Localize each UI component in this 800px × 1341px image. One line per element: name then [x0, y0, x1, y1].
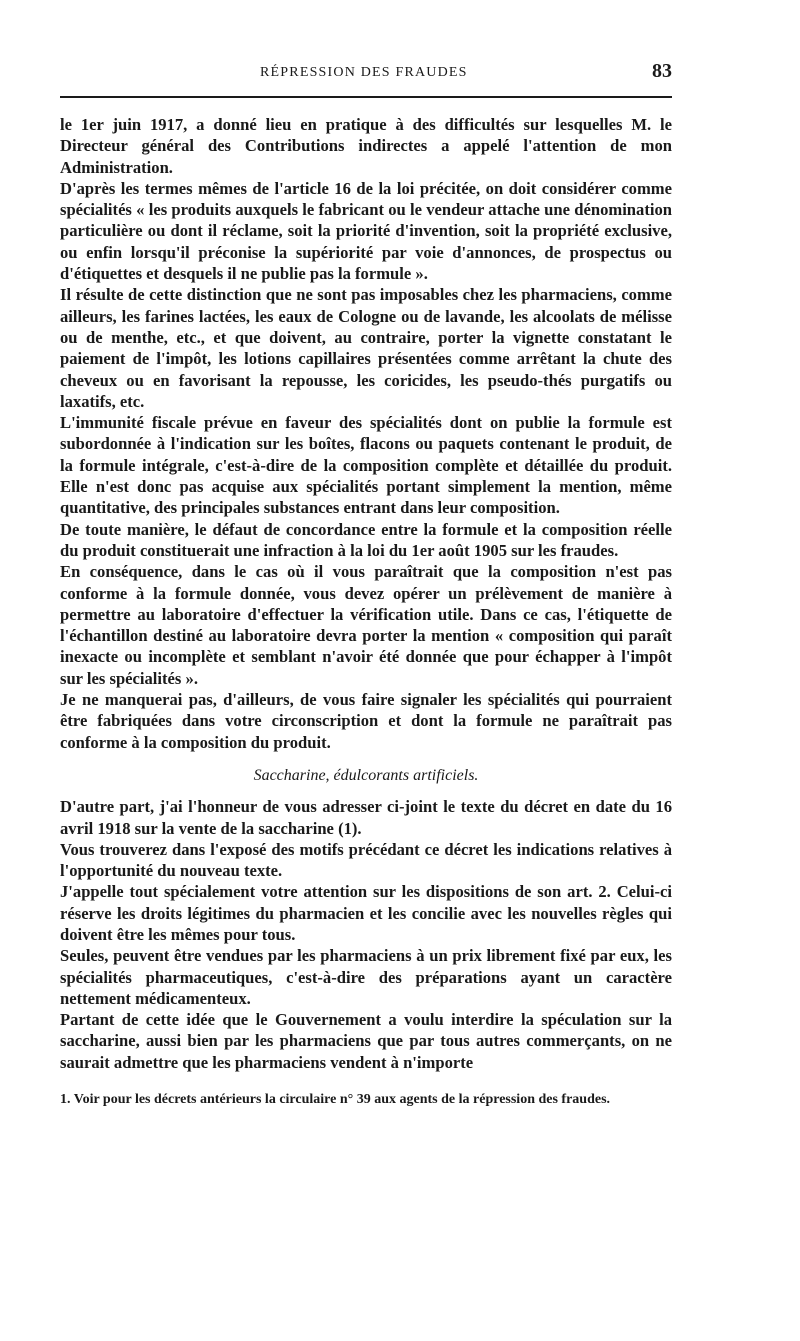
- paragraph: L'immunité fiscale prévue en faveur des spécialités dont on publie la formule est subordonnée à l'indication sur les boîtes, flacons ou paquets contenant le produit, de la formule intégrale, c'est-à-dire de la composition complète et détaillée du produit. Elle n'est donc pas acquise aux spécialités portant simplement la mention, même quantitative, des principales substances entrant dans leur composition.: [60, 413, 672, 518]
- paragraph: En conséquence, dans le cas où il vous paraîtrait que la composition n'est pas conforme à la formule donnée, vous devez opérer un prélèvement de manière à permettre au laboratoire d'effectuer la vérification utile. Dans ce cas, l'étiquette de l'échantillon destiné au laboratoire devra porter la mention « composition qui paraît inexacte ou incomplète et semblant n'avoir été donnée que pour échapper à l'impôt sur les spécialités ».: [60, 562, 672, 688]
- section-heading: Saccharine, édulcorants artificiels.: [253, 766, 479, 784]
- paragraph: De toute manière, le défaut de concordance entre la formule et la composition réelle du produit constituerait une infraction à la loi du 1er août 1905 sur les fraudes.: [60, 519, 672, 560]
- paragraph: Il résulte de cette distinction que ne sont pas imposables chez les pharmaciens, comme ailleurs, les farines lactées, les eaux de Cologne ou de lavande, les alcoolats de mélisse ou de menthe, etc., et que doivent, au contraire, porter la vignette constatant le paiement de l'impôt, les lotions capillaires présentées comme arrêtant la chute des cheveux ou en favorisant la repousse, les coricides, les pseudo-thés purgatifs ou laxatifs, etc.: [60, 285, 672, 411]
- paragraph: Je ne manquerai pas, d'ailleurs, de vous faire signaler les spécialités qui pourraient être fabriquées dans votre circonscription et dont la formule ne paraîtrait pas conforme à la composition du produit.: [60, 690, 672, 752]
- paragraph: le 1er juin 1917, a donné lieu en pratique à des difficultés sur lesquelles M. le Directeur général des Contributions indirectes a appelé l'attention de mon Administration.: [60, 115, 672, 177]
- paragraph: D'autre part, j'ai l'honneur de vous adresser ci-joint le texte du décret en date du 16 avril 1918 sur la vente de la saccharine (1).: [60, 797, 672, 838]
- paragraph: D'après les termes mêmes de l'article 16 de la loi précitée, on doit considérer comme spécialités « les produits auxquels le fabricant ou le vendeur attache une dénomination particulière ou dont il réclame, soit la priorité d'invention, soit la propriété exclusive, ou enfin lorsqu'il préconise la supériorité par voie d'annonces, de prospectus ou d'étiquettes et desquels il ne publie pas la formule ».: [60, 178, 672, 284]
- body-text: [60, 114, 672, 1073]
- paragraph: J'appelle tout spécialement votre attention sur les dispositions de son art. 2. Celui-ci réserve les droits légitimes du pharmacien et les concilie avec les nouvelles règles qui doivent être les mêmes pour tous.: [60, 882, 672, 944]
- paragraph: Vous trouverez dans l'exposé des motifs précédant ce décret les indications relatives à l'opportunité du nouveau texte.: [60, 839, 672, 881]
- footnote: 1. Voir pour les décrets antérieurs la circulaire n° 39 aux agents de la répression des fraudes.: [60, 1092, 611, 1108]
- paragraph: Seules, peuvent être vendues par les pharmaciens à un prix librement fixé par eux, les spécialités pharmaceutiques, c'est-à-dire des préparations ayant un caractère nettement médicamenteux.: [60, 946, 672, 1008]
- running-title: RÉPRESSION DES FRAUDES: [260, 65, 468, 80]
- page-header: [60, 60, 672, 88]
- document-page: [60, 60, 672, 1109]
- paragraph: Partant de cette idée que le Gouvernement a voulu interdire la spéculation sur la saccharine, aussi bien par les pharmaciens que par tous autres commerçants, on ne saurait admettre que les pharmaciens vendent à n'importe: [60, 1010, 672, 1072]
- page-number: 83: [652, 60, 672, 82]
- header-rule: [60, 96, 672, 98]
